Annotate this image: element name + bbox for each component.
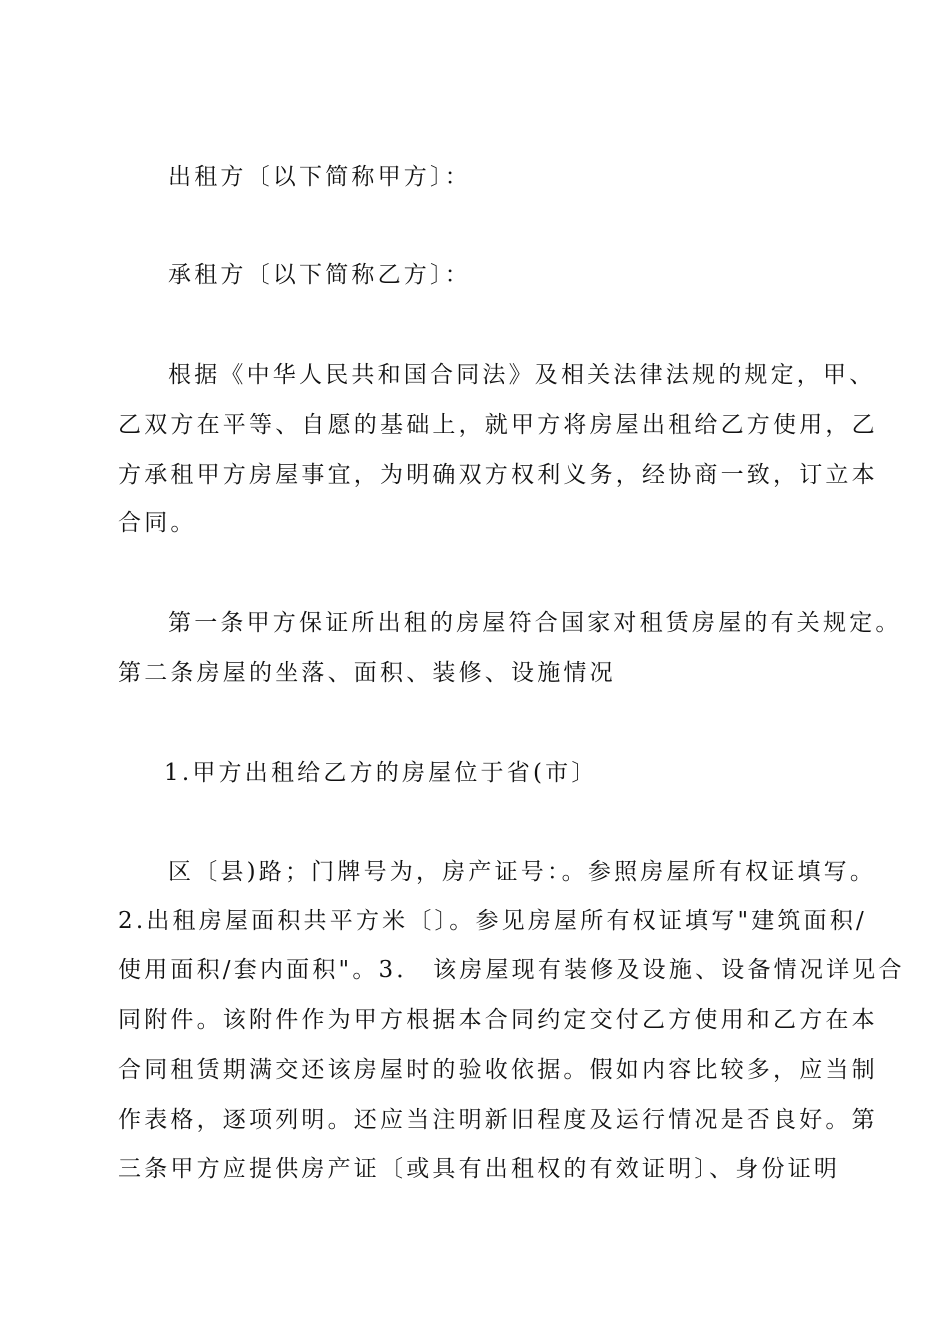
intro-line-1: 根据《中华人民共和国合同法》及相关法律法规的规定，甲、 xyxy=(168,362,876,388)
body-line-6: 作表格，逐项列明。还应当注明新旧程度及运行情况是否良好。第 xyxy=(118,1107,878,1133)
intro-line-4: 合同。 xyxy=(118,510,197,536)
lessee-line: 承租方〔以下简称乙方〕： xyxy=(168,262,471,288)
body-line-7: 三条甲方应提供房产证〔或具有出租权的有效证明〕、身份证明 xyxy=(118,1156,841,1182)
article1-line-2: 第二条房屋的坐落、面积、装修、设施情况 xyxy=(118,660,616,686)
article1-line-1: 第一条甲方保证所出租的房屋符合国家对租赁房屋的有关规定。 xyxy=(168,610,902,636)
body-line-2: 2.出租房屋面积共平方米〔〕。参见房屋所有权证填写"建筑面积/ xyxy=(118,908,867,934)
intro-line-2: 乙双方在平等、自愿的基础上，就甲方将房屋出租给乙方使用，乙 xyxy=(118,412,878,438)
lessor-line: 出租方〔以下简称甲方〕： xyxy=(168,164,471,190)
body-line-4: 同附件。该附件作为甲方根据本合同约定交付乙方使用和乙方在本 xyxy=(118,1007,878,1033)
intro-line-3: 方承租甲方房屋事宜，为明确双方权利义务，经协商一致，订立本 xyxy=(118,462,878,488)
body-line-3: 使用面积/套内面积"。3． 该房屋现有装修及设施、设备情况详见合 xyxy=(118,957,905,983)
item1-line: 1.甲方出租给乙方的房屋位于省(市〕 xyxy=(164,760,598,786)
body-line-5: 合同租赁期满交还该房屋时的验收依据。假如内容比较多，应当制 xyxy=(118,1057,878,1083)
body-line-1: 区〔县)路；门牌号为，房产证号：。参照房屋所有权证填写。 xyxy=(168,859,877,885)
